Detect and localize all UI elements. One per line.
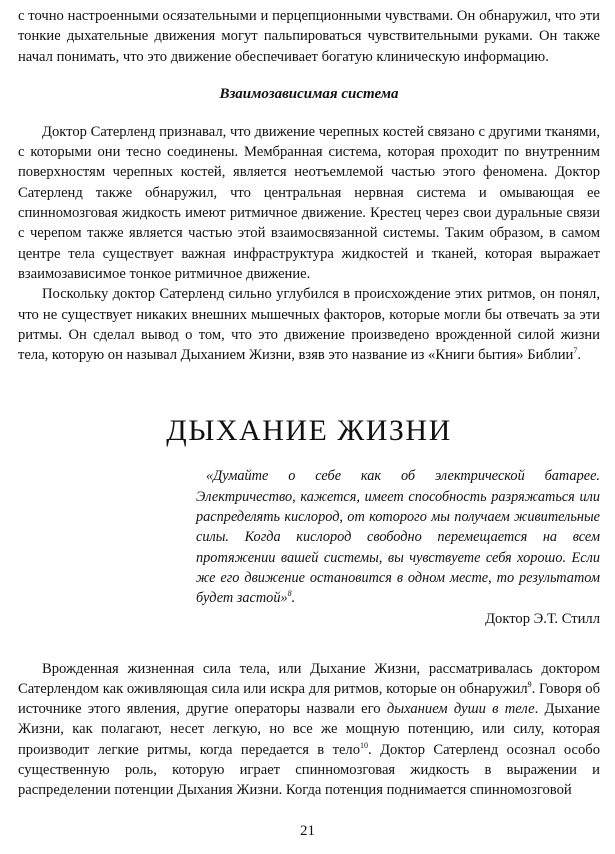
epigraph bbox=[196, 466, 600, 628]
body-paragraph-1: с точно настроенными осязательными и перцепционными чувствами. Он обнаружил, что эти тонкие дыхательные движения могут пальпироваться чувствительными руками. Он также начал понимать, что это движение обеспечивает богатую клиническую информацию. bbox=[18, 8, 600, 65]
body-paragraph-2: Доктор Сатерленд признавал, что движение черепных костей связано с другими тканями, с которыми они тесно соединены. Мембранная система, которая проходит по внутренним поверхностям черепных костей, является неотъемлемой частью этого феномена. Доктор Сатерленд также обнаружил, что центральная нервная система и омывающая ее спинномозговая жидкость имеют ритмичное движение. Крестец через свои дуральные связи с черепом также является частью этой взаимосвязанной системы. Таким образом, в самом центре тела существует важная инфраструктура жидкостей и тканей, которая выражает взаимозависимое тонкое ритмичное движение. bbox=[18, 123, 600, 282]
section-heading: Взаимозависимая система bbox=[219, 85, 399, 102]
paragraph-4-part-b: . Говоря об источнике этого явления, другие операторы назвали его bbox=[18, 680, 601, 718]
book-page bbox=[18, 6, 600, 801]
chapter-title: ДЫХАНИЕ ЖИЗНИ bbox=[166, 414, 452, 448]
paragraph-3-end: . bbox=[577, 347, 582, 364]
epigraph-quote-text: «Думайте о себе как об электрической батарее. Электричество, кажется, имеет способность разряжаться или распределять кислород, от которого мы получаем живительные силы. Когда кислород свободно перемещается на всем протяжении вашей системы, вы чувствуете себя хорошо. Если же его движение остановится в одном месте, то результатом будет застой» bbox=[196, 468, 600, 607]
paragraph-3-text: Поскольку доктор Сатерленд сильно углубился в происхождение этих ритмов, он понял, что не существует никаких внешних мышечных факторов, которые могли бы отвечать за эти ритмы. Он сделал вывод о том, что это движение произведено врожденной силой жизни тела, которую он называл Дыханием Жизни, взяв это название из «Книги бытия» Библии bbox=[18, 286, 600, 364]
epigraph-attribution: Доктор Э.Т. Стилл bbox=[485, 610, 600, 627]
page-number: 21 bbox=[300, 823, 315, 839]
paragraph-4-part-c: . Дыхание Жизни, как полагают, несет легкую, но все же мощную потенцию, или силу, которая производит легкие ритмы, когда передается в тело bbox=[18, 701, 600, 758]
footnote-ref-9: 9 bbox=[527, 679, 532, 689]
paragraph-4-part-d: . Доктор Сатерленд осознал особо существенную роль, которую играет спинномозговая жидкость в выражении и распределении потенции Дыхания Жизни. Когда потенция поднимается спинномозговой bbox=[18, 741, 601, 799]
footnote-ref-7: 7 bbox=[573, 346, 578, 356]
body-paragraph-3 bbox=[18, 284, 600, 365]
epigraph-quote bbox=[196, 466, 600, 608]
footnote-ref-8: 8 bbox=[287, 589, 292, 599]
body-paragraph-4 bbox=[18, 659, 600, 801]
paragraph-4-part-a: Врожденная жизненная сила тела, или Дыхание Жизни, рассматривалась доктором Сатерлендом как оживляющая сила или искра для ритмов, которые он обнаружил bbox=[18, 660, 600, 697]
emphasized-phrase: дыханием души в теле bbox=[386, 701, 535, 718]
epigraph-quote-end: . bbox=[291, 590, 296, 607]
footnote-ref-10: 10 bbox=[360, 740, 369, 750]
